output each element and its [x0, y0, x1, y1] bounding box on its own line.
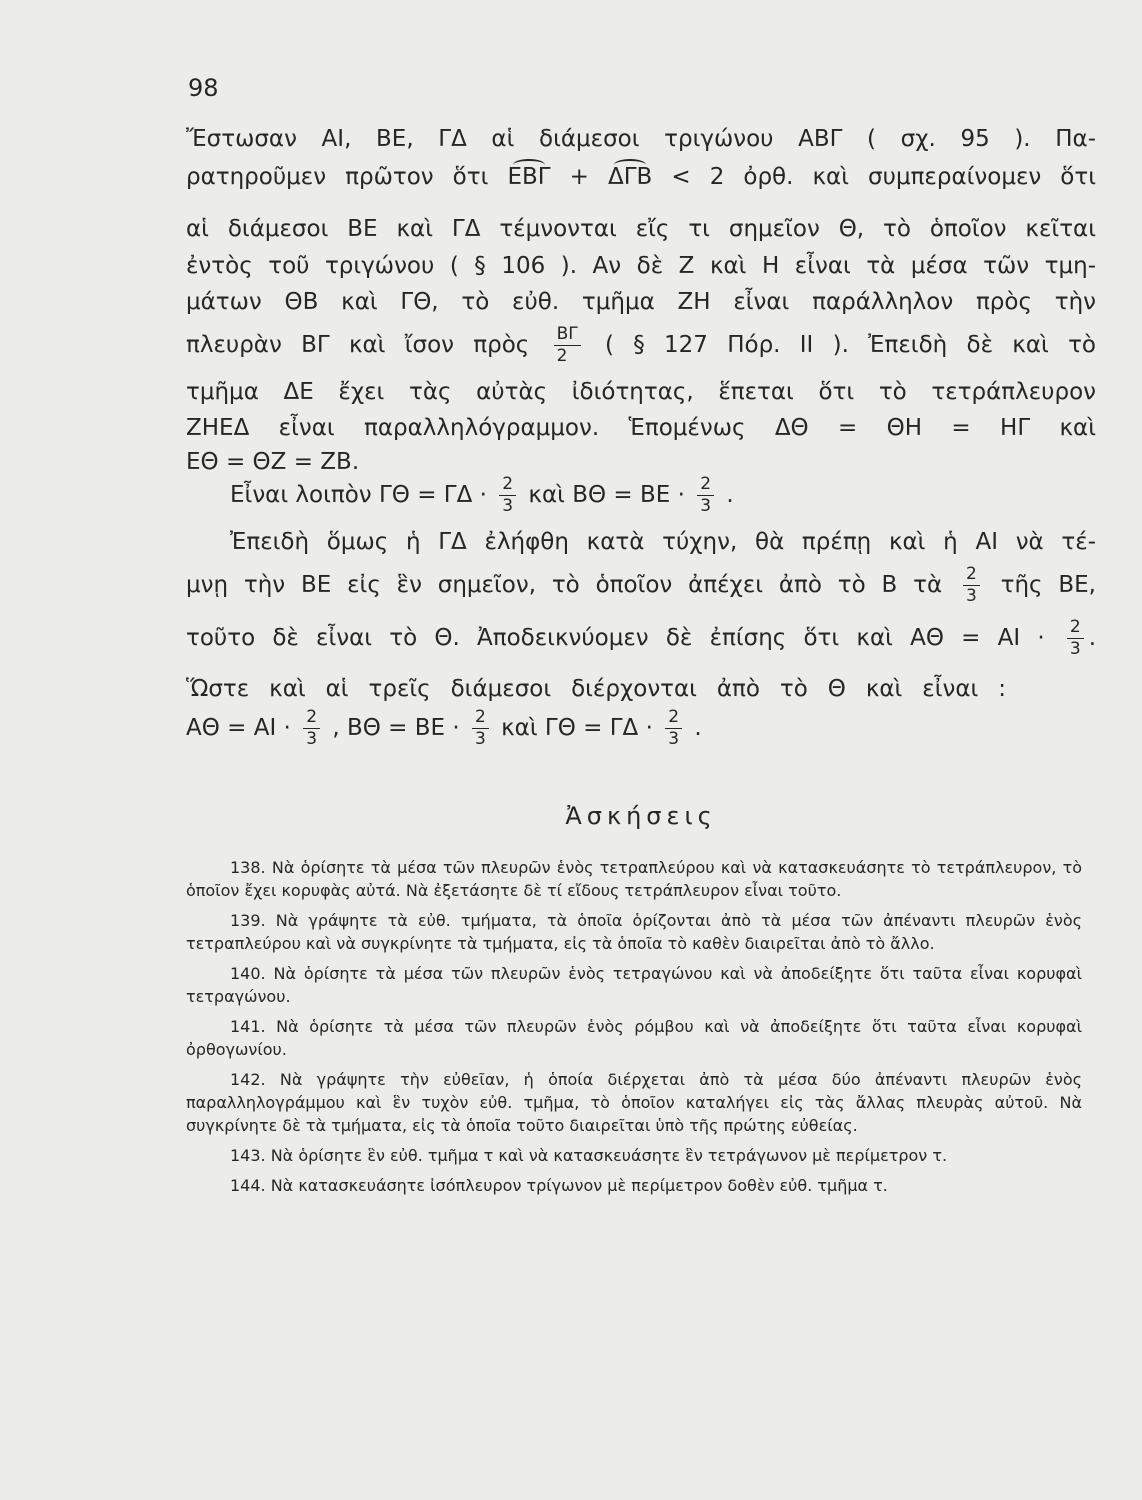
proof-line: [186, 164, 1096, 190]
fraction-numerator: 2: [1069, 617, 1081, 637]
fraction-numerator: 2: [965, 564, 977, 584]
proof-line: Ἐπειδὴ ὅμως ἡ ΓΔ ἐλήφθη κατὰ τύχην, θὰ πρέπῃ καὶ ἡ ΑΙ νὰ τέ-: [230, 529, 1096, 555]
proof-text-segment: καὶ ΓΘ = ΓΔ ·: [501, 715, 653, 741]
fraction-two-thirds: [1067, 619, 1084, 658]
proof-text-segment: ( § 127 Πόρ. ΙΙ ). Ἐπειδὴ δὲ καὶ τὸ: [605, 332, 1096, 358]
fraction-numerator: ΒΓ: [556, 324, 578, 344]
proof-line: Ὥστε καὶ αἱ τρεῖς διάμεσοι διέρχονται ἀπὸ τὸ Θ καὶ εἶναι :: [186, 676, 1006, 702]
fraction-two-thirds: [665, 709, 682, 748]
proof-text-segment: .: [694, 715, 702, 741]
fraction-denominator: 3: [502, 496, 514, 516]
proof-line: [186, 326, 1096, 365]
proof-text-segment: πλευρὰν ΒΓ καὶ ἴσον πρὸς: [186, 332, 530, 358]
exercise-141: 141. Νὰ ὁρίσητε τὰ μέσα τῶν πλευρῶν ἑνὸς ρόμβου καὶ νὰ ἀποδείξητε ὅτι ταῦτα εἶναι κορυφαὶ ὀρθογωνίου.: [186, 1017, 1082, 1059]
angle-ebg: ΕΒΓ: [507, 164, 551, 190]
fraction-numerator: 2: [668, 707, 680, 727]
proof-line: ἐντὸς τοῦ τριγώνου ( § 106 ). Αν δὲ Ζ καὶ Η εἶναι τὰ μέσα τῶν τμη-: [186, 253, 1096, 279]
proof-line: [186, 709, 702, 748]
proof-text-segment: ρατηροῦμεν πρῶτον ὅτι: [186, 164, 489, 190]
fraction-denominator: 3: [474, 729, 486, 749]
fraction-denominator: 3: [306, 729, 318, 749]
fraction-denominator: 3: [668, 729, 680, 749]
proof-line: [186, 619, 1096, 658]
fraction-denominator: 2: [556, 346, 568, 366]
exercise-144: 144. Νὰ κατασκευάσητε ἰσόπλευρον τρίγωνον μὲ περίμετρον δοθὲν εὐθ. τμῆμα τ.: [230, 1176, 888, 1195]
exercises-list: [186, 856, 1082, 1204]
page-number: 98: [188, 74, 219, 102]
fraction-two-thirds: [472, 709, 489, 748]
fraction-bg-over-2: [554, 326, 581, 365]
fraction-two-thirds: [499, 476, 516, 515]
proof-line: αἱ διάμεσοι ΒΕ καὶ ΓΔ τέμνονται εἴς τι σημεῖον Θ, τὸ ὁποῖον κεῖται: [186, 216, 1096, 242]
exercise-140: 140. Νὰ ὁρίσητε τὰ μέσα τῶν πλευρῶν ἑνὸς τετραγώνου καὶ νὰ ἀποδείξητε ὅτι ταῦτα εἶναι κορυφαὶ τετραγώνου.: [186, 964, 1082, 1006]
proof-text-segment: καὶ ΒΘ = ΒΕ ·: [528, 482, 685, 508]
proof-text-segment: μνῃ τὴν ΒΕ εἰς ἓν σημεῖον, τὸ ὁποῖον ἀπέχει ἀπὸ τὸ Β τὰ: [186, 572, 943, 598]
proof-text-segment: .: [1088, 625, 1097, 651]
angle-dgb: ΔΓΒ: [607, 164, 653, 190]
fraction-denominator: 3: [965, 586, 977, 606]
exercise-138: 138. Νὰ ὁρίσητε τὰ μέσα τῶν πλευρῶν ἑνὸς τετραπλεύρου καὶ νὰ κατασκευάσητε τὸ τετράπλευρον, τὸ ὁποῖον ἔχει κορυφὰς αὐτά. Νὰ ἐξετάσητε δὲ τί εἴδους τετράπλευρον εἶναι τοῦτο.: [186, 858, 1082, 900]
proof-text-segment: ΑΘ = ΑΙ ·: [186, 715, 291, 741]
plus-sign: +: [569, 164, 589, 190]
fraction-denominator: 3: [700, 496, 712, 516]
fraction-two-thirds: [697, 476, 714, 515]
fraction-numerator: 2: [306, 707, 318, 727]
fraction-denominator: 3: [1069, 639, 1081, 659]
exercise-142: 142. Νὰ γράψητε τὴν εὐθεῖαν, ἡ ὁποία διέρχεται ἀπὸ τὰ μέσα δύο ἀπέναντι πλευρῶν ἑνὸς παραλληλογράμμου καὶ ἓν τυχὸν εὐθ. τμῆμα, τὸ ὁποῖον καταλήγει εἰς τὰς ἄλλας πλευρὰς αὐτοῦ. Νὰ συγκρίνητε δὲ τὰ τμήματα, εἰς τὰ ὁποῖα τοῦτο διαιρεῖται ὑπὸ τῆς πρώτης εὐθείας.: [186, 1070, 1082, 1135]
proof-text-segment: Εἶναι λοιπὸν ΓΘ = ΓΔ ·: [230, 482, 487, 508]
fraction-two-thirds: [963, 566, 980, 605]
proof-line: [230, 476, 734, 515]
fraction-numerator: 2: [502, 474, 514, 494]
exercises-heading: Ἀσκήσεις: [565, 802, 717, 830]
exercise-143: 143. Νὰ ὁρίσητε ἓν εὐθ. τμῆμα τ καὶ νὰ κατασκευάσητε ἓν τετράγωνον μὲ περίμετρον τ.: [230, 1146, 948, 1165]
proof-text-segment: < 2 ὀρθ. καὶ συμπεραίνομεν ὅτι: [671, 164, 1096, 190]
proof-text-segment: τοῦτο δὲ εἶναι τὸ Θ. Ἀποδεικνύομεν δὲ ἐπίσης ὅτι καὶ ΑΘ = ΑΙ ·: [186, 625, 1045, 651]
proof-line: ΕΘ = ΘΖ = ΖΒ.: [186, 449, 360, 475]
proof-text-segment: τῆς ΒΕ,: [1000, 572, 1096, 598]
proof-text-segment: , ΒΘ = ΒΕ ·: [332, 715, 460, 741]
fraction-numerator: 2: [474, 707, 486, 727]
proof-line: ΖΗΕΔ εἶναι παραλληλόγραμμον. Ἑπομένως ΔΘ = ΘΗ = ΗΓ καὶ: [186, 415, 1096, 441]
proof-line: μάτων ΘΒ καὶ ΓΘ, τὸ εὐθ. τμῆμα ΖΗ εἶναι παράλληλον πρὸς τὴν: [186, 289, 1096, 315]
proof-line: Ἔστωσαν ΑΙ, ΒΕ, ΓΔ αἱ διάμεσοι τριγώνου ΑΒΓ ( σχ. 95 ). Πα-: [186, 126, 1096, 152]
proof-text-segment: .: [726, 482, 734, 508]
proof-line: τμῆμα ΔΕ ἔχει τὰς αὐτὰς ἰδιότητας, ἕπεται ὅτι τὸ τετράπλευρον: [186, 379, 1096, 405]
fraction-numerator: 2: [700, 474, 712, 494]
proof-line: [186, 566, 1096, 605]
fraction-two-thirds: [303, 709, 320, 748]
exercise-139: 139. Νὰ γράψητε τὰ εὐθ. τμήματα, τὰ ὁποῖα ὁρίζονται ἀπὸ τὰ μέσα τῶν ἀπέναντι πλευρῶν ἑνὸς τετραπλεύρου καὶ νὰ συγκρίνητε τὰ τμήματα, εἰς τὰ ὁποῖα τὸ καθὲν διαιρεῖται ἀπὸ τὸ ἄλλο.: [186, 911, 1082, 953]
